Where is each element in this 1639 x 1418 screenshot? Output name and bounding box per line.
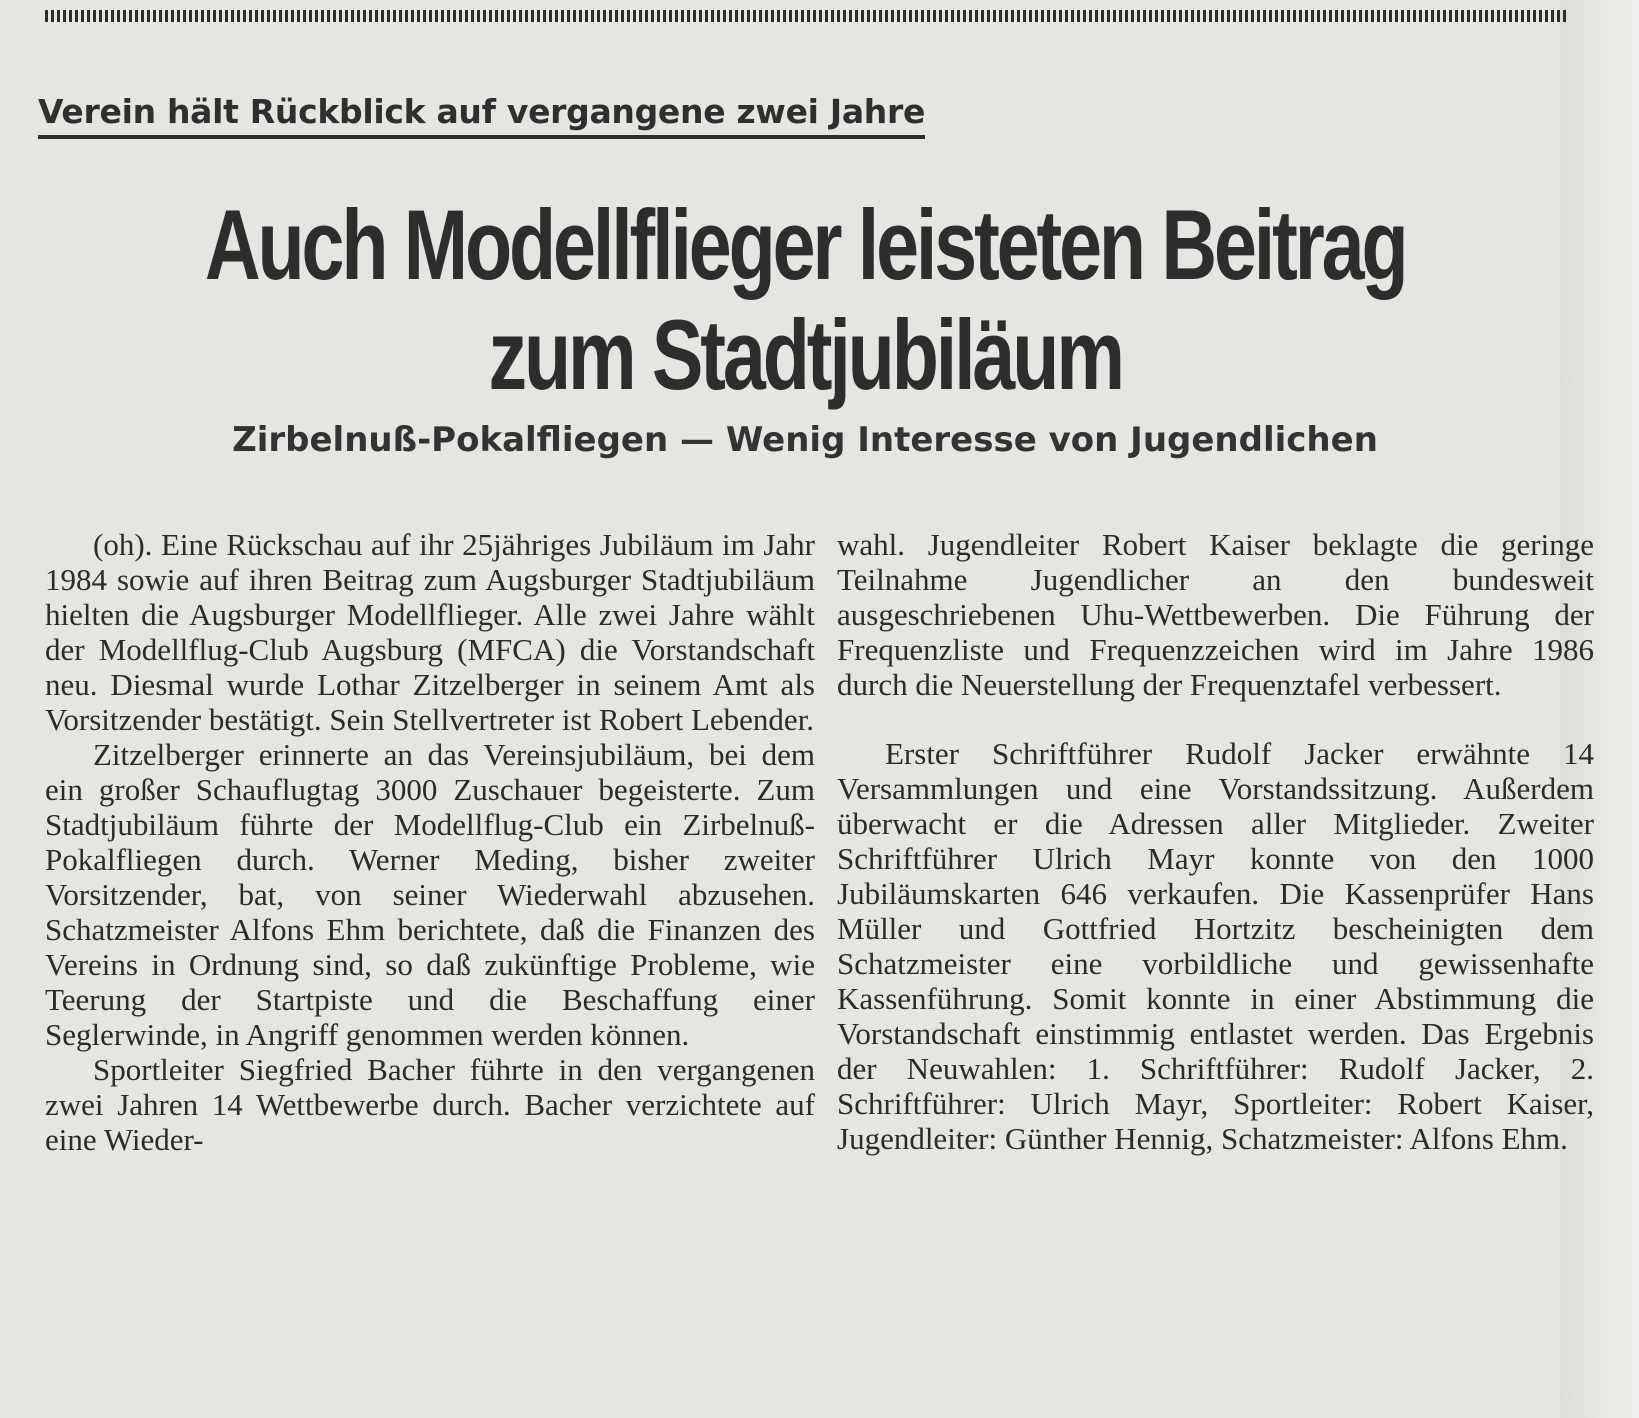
left-paragraph-3: Sportleiter Siegfried Bacher führte in den vergangenen zwei Jahren 14 Wettbewerbe durch. Bacher verzichtete auf eine Wieder- [45,1052,815,1157]
left-paragraph-2: Zitzelberger erinnerte an das Vereinsjubiläum, bei dem ein großer Schauflugtag 3000 Zuschauer begeisterte. Zum Stadtjubiläum führte der Modellflug-Club ein Zirbelnuß-Pokalfliegen durch. Werner Meding, bisher zweiter Vorsitzender, bat, von seiner Wiederwahl abzusehen. Schatzmeister Alfons Ehm berichtete, daß die Finanzen des Vereins in Ordnung sind, so daß zukünftige Probleme, wie Teerung der Startpiste und die Beschaffung einer Seglerwinde, in Angriff genommen werden können. [45,737,815,1052]
headline-line-2: zum Stadtjubiläum [488,299,1122,410]
article-kicker: Verein hält Rückblick auf vergangene zwei Jahre [38,92,925,139]
top-dotted-rule [45,10,1567,22]
article-subhead: Zirbelnuß-Pokalfliegen — Wenig Interesse von Jugendlichen [232,420,1378,460]
right-text-column [837,527,1594,1156]
right-paragraph-1: wahl. Jugendleiter Robert Kaiser beklagte die geringe Teilnahme Jugendlicher an den bundesweit ausgeschriebenen Uhu-Wettbewerben. Die Führung der Frequenzliste und Frequenzzeichen wird im Jahre 1986 durch die Neuerstellung der Frequenztafel verbessert. [837,527,1594,702]
right-paragraph-2: Erster Schriftführer Rudolf Jacker erwähnte 14 Versammlungen und eine Vorstandssitzung. Außerdem überwacht er die Adressen aller Mitglieder. Zweiter Schriftführer Ulrich Mayr konnte von den 1000 Jubiläumskarten 646 verkaufen. Die Kassenprüfer Hans Müller und Gottfried Hortzitz bescheinigten dem Schatzmeister eine vorbildliche und gewissenhafte Kassenführung. Somit konnte in einer Abstimmung die Vorstandschaft einstimmig entlastet werden. Das Ergebnis der Neuwahlen: 1. Schriftführer: Rudolf Jacker, 2. Schriftführer: Ulrich Mayr, Sportleiter: Robert Kaiser, Jugendleiter: Günther Hennig, Schatzmeister: Alfons Ehm. [837,736,1594,1156]
left-paragraph-1: (oh). Eine Rückschau auf ihr 25jähriges Jubiläum im Jahr 1984 sowie auf ihren Beitrag zum Augsburger Stadtjubiläum hielten die Augsburger Modellflieger. Alle zwei Jahre wählt der Modellflug-Club Augsburg (MFCA) die Vorstandschaft neu. Diesmal wurde Lothar Zitzelberger in seinem Amt als Vorsitzender bestätigt. Sein Stellvertreter ist Robert Lebender. [45,527,815,737]
article-headline [40,190,1570,410]
headline-line-1: Auch Modellflieger leisteten Beitrag [204,189,1406,300]
left-text-column [45,527,815,1157]
